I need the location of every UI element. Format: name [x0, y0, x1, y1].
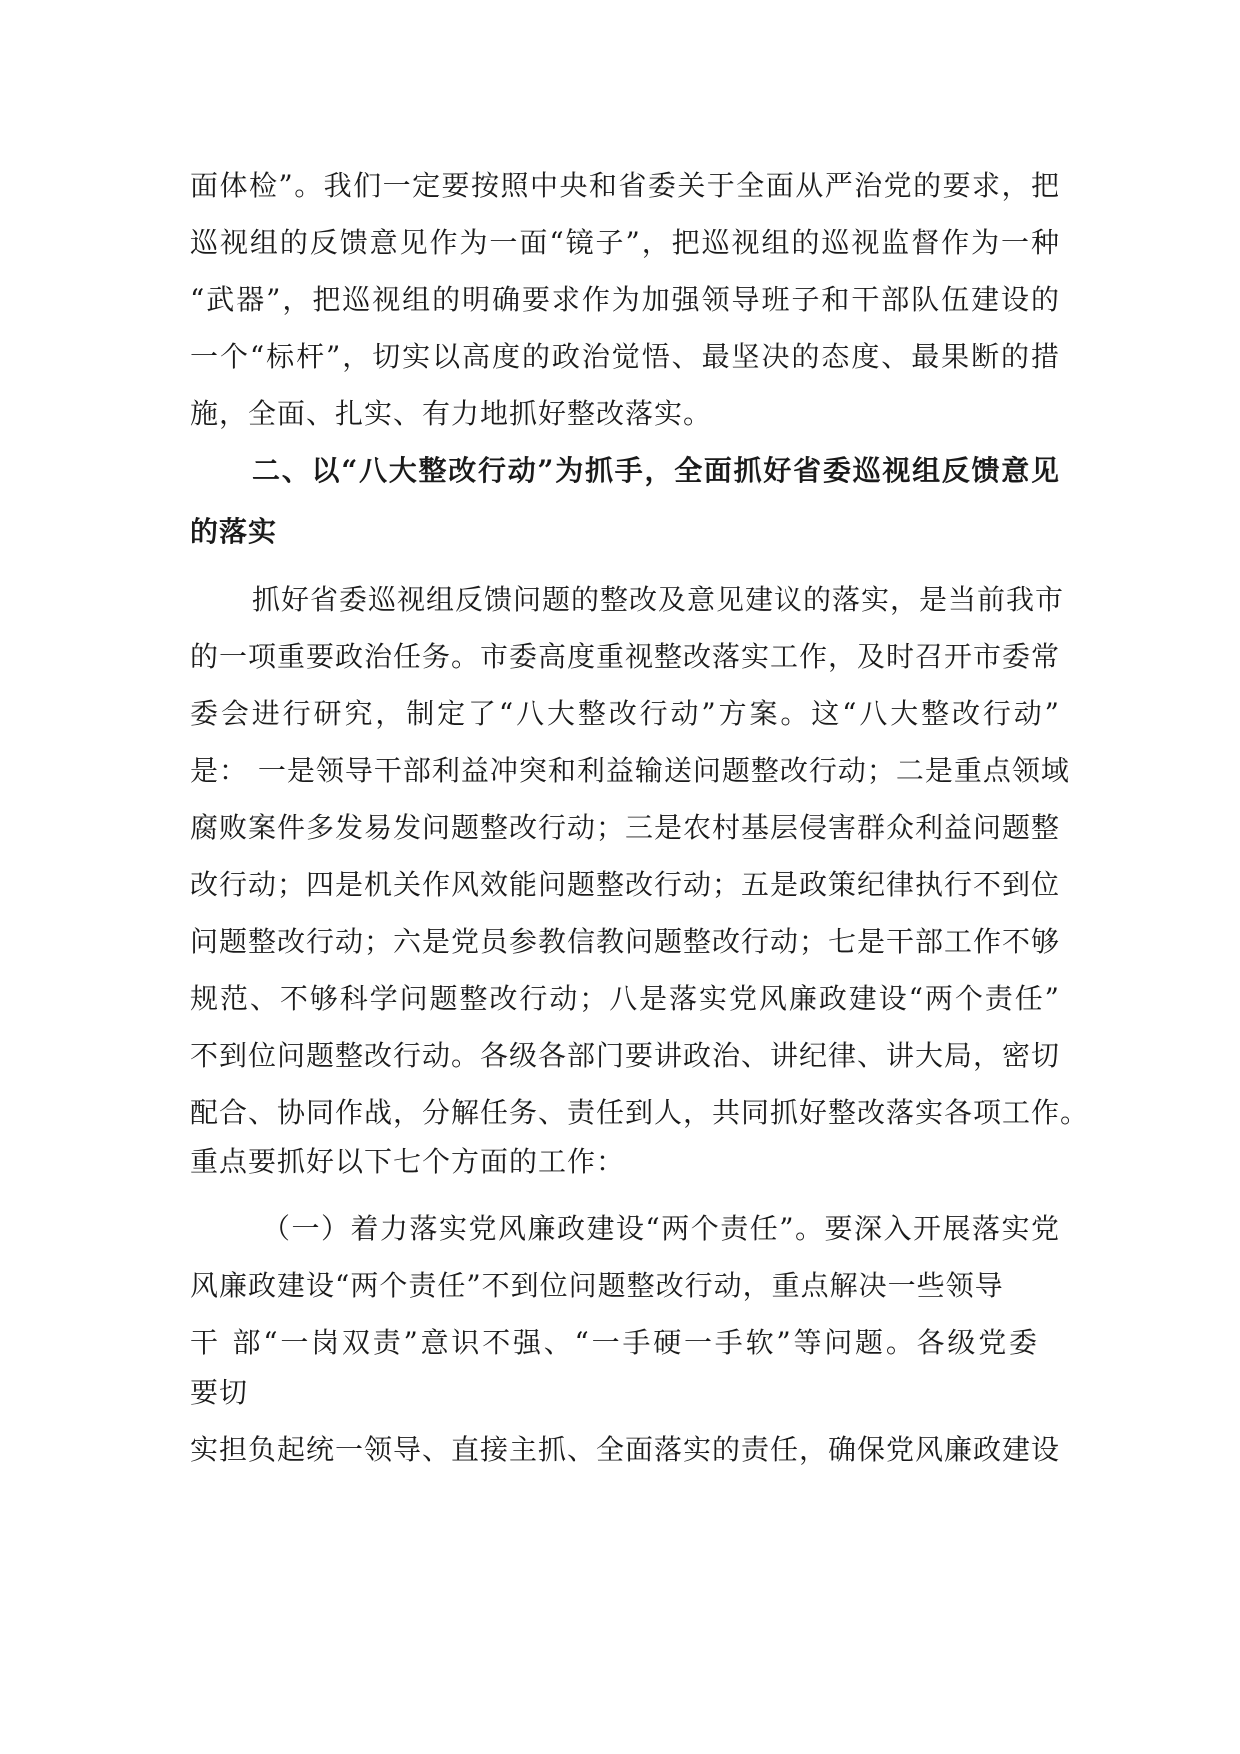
section-heading: 二、以“八大整改行动”为抓手，全面抓好省委巡视组反馈意见 [252, 454, 1060, 487]
body-line: “武器”，把巡视组的明确要求作为加强领导班子和干部队伍建设的 [190, 283, 1060, 316]
body-line: 抓好省委巡视组反馈问题的整改及意见建议的落实，是当前我市 [252, 583, 1065, 616]
body-line: 施，全面、扎实、有力地抓好整改落实。 [190, 397, 713, 430]
body-line: 规范、不够科学问题整改行动；八是落实党风廉政建设“两个责任” [190, 982, 1060, 1015]
body-line: 实担负起统一领导、直接主抓、全面落实的责任，确保党风廉政建设 [190, 1433, 1061, 1466]
body-line: 的一项重要政治任务。市委高度重视整改落实工作，及时召开市委常 [190, 640, 1061, 673]
section-heading-continued: 的落实 [190, 515, 278, 548]
body-line: 不到位问题整改行动。各级各部门要讲政治、讲纪律、讲大局，密切 [190, 1039, 1061, 1072]
body-line: 面体检”。我们一定要按照中央和省委关于全面从严治党的要求，把 [190, 169, 1060, 202]
body-line: 问题整改行动；六是党员参教信教问题整改行动；七是干部工作不够 [190, 925, 1061, 958]
body-line: 干 部“一岗双责”意识不强、“一手硬一手软”等问题。各级党委 [190, 1326, 1038, 1359]
body-line: 是： 一是领导干部利益冲突和利益输送问题整改行动；二是重点领域 [190, 754, 1070, 787]
body-line: 腐败案件多发易发问题整改行动；三是农村基层侵害群众利益问题整 [190, 811, 1061, 844]
body-line: 重点要抓好以下七个方面的工作： [190, 1145, 626, 1178]
body-line: 委会进行研究，制定了“八大整改行动”方案。这“八大整改行动” [190, 697, 1060, 730]
body-line: 一个“标杆”，切实以高度的政治觉悟、最坚决的态度、最果断的措 [190, 340, 1060, 373]
body-line: 配合、协同作战，分解任务、责任到人，共同抓好整改落实各项工作。 [190, 1096, 1090, 1129]
subsection-line: （一）着力落实党风廉政建设“两个责任”。要深入开展落实党 [262, 1212, 1060, 1245]
body-line: 改行动；四是机关作风效能问题整改行动；五是政策纪律执行不到位 [190, 868, 1061, 901]
body-line: 要切 [190, 1376, 249, 1409]
body-line: 巡视组的反馈意见作为一面“镜子”，把巡视组的巡视监督作为一种 [190, 226, 1060, 259]
body-line: 风廉政建设“两个责任”不到位问题整改行动，重点解决一些领导 [190, 1269, 1004, 1302]
